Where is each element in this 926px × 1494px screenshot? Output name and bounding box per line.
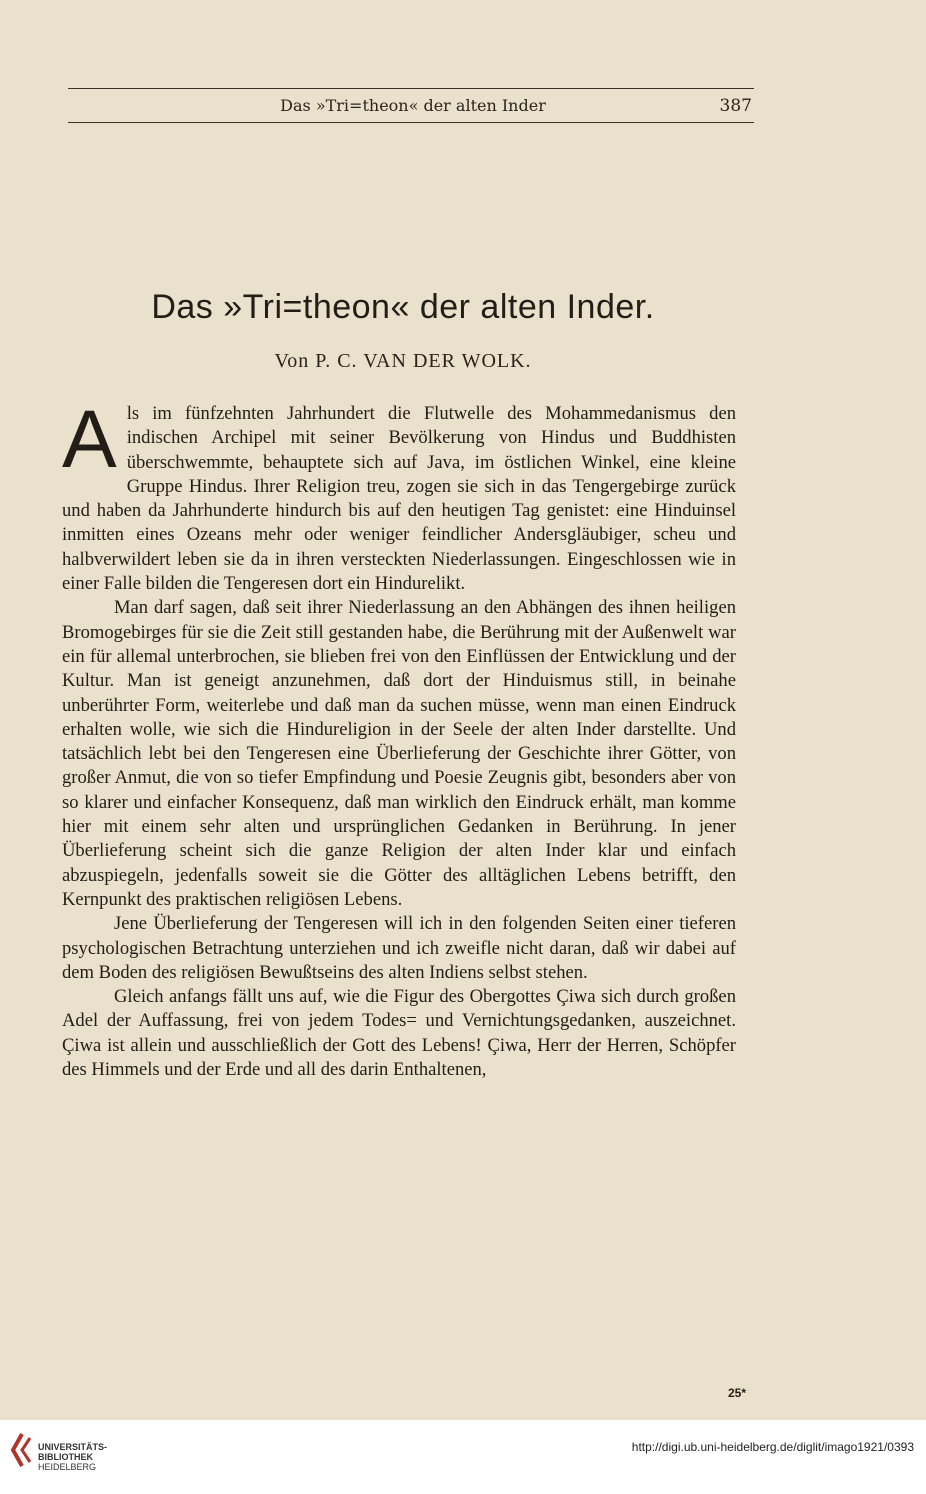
library-name-line-1: UNIVERSITÄTS- (38, 1442, 108, 1452)
page-number: 387 (719, 96, 752, 116)
paragraph-1 (62, 394, 736, 596)
signature-mark: 25* (727, 1386, 746, 1400)
library-name-line-2: BIBLIOTHEK (38, 1452, 93, 1462)
paragraph-4: Gleich anfangs fällt uns auf, wie die Figur des Obergottes Çiwa sich durch großen Adel der Auffassung, frei von jedem Todes= und Vernichtungsgedanken, auszeichnet. Çiwa ist allein und ausschließlich der Gott des Lebens! Çiwa, Herr der Herren, Schöpfer des Himmels und der Erde und all des darin Enthaltenen, (62, 986, 736, 1081)
library-logo-icon (10, 1430, 34, 1470)
footer-bar (0, 1420, 926, 1494)
header-top-rule (68, 88, 754, 89)
running-head (70, 96, 756, 120)
header-bottom-rule (68, 122, 754, 123)
article-byline: Von P. C. VAN DER WOLK. (274, 350, 532, 372)
source-url-link[interactable]: http://digi.ub.uni-heidelberg.de/diglit/imago1921/0393 (631, 1440, 914, 1454)
paragraph-1-text: ls im fünfzehnten Jahrhundert die Flutwelle des Mohammedanismus den indischen Archipel mit seiner Bevölkerung von Hindus und Buddhisten überschwemmte, behauptete sich auf Java, im östlichen Winkel, eine kleine Gruppe Hindus. Ihrer Religion treu, zogen sie sich in das Tengergebirge zurück und haben da Jahrhunderte hindurch bis auf den heutigen Tag genistet: eine Hinduinsel inmitten eines Ozeans mehr oder weniger feindlicher Andersgläubiger, scheu und halbverwildert leben sie da in ihren versteckten Niederlassungen. Eingeschlossen wie in einer Falle bilden die Tengeresen dort ein Hindurelikt. (62, 403, 736, 595)
running-title: Das »Tri=theon« der alten Inder (280, 96, 546, 115)
library-name (38, 1442, 107, 1472)
article-body (62, 394, 736, 1082)
paragraph-2: Man darf sagen, daß seit ihrer Niederlassung an den Abhängen des ihnen heiligen Bromogebirges für sie die Zeit still gestanden habe, die Berührung mit der Außenwelt war ein für allemal unterbrochen, sie blieben frei von den Einflüssen der Entwicklung und der Kultur. Man ist geneigt anzunehmen, daß dort der Hinduismus still, in beinahe unberührter Form, weiterlebe und daß man da suchen müsse, wenn man einen Eindruck erhalten wolle, wie sich die Hindureligion in der Seele der alten Inder darstellte. Und tatsächlich lebt bei den Tengeresen eine Überlieferung der Geschichte ihrer Götter, von großer Anmut, die von so tiefer Empfindung und Poesie Zeugnis gibt, besonders aber von so klarer und einfacher Konsequenz, daß man wirklich den Eindruck erhält, man komme hier mit einem sehr alten und ursprünglichen Gedanken in Berührung. In jener Überlieferung scheint sich die ganze Religion der alten Inder klar und einfach abzuspiegeln, jedenfalls soweit sie die Götter des alltäglichen Lebens betrifft, den Kernpunkt des praktischen religiösen Lebens. (62, 597, 736, 910)
library-name-line-3: HEIDELBERG (38, 1462, 97, 1472)
drop-cap: A (62, 394, 117, 485)
article-title: Das »Tri=theon« der alten Inder. (151, 288, 655, 326)
paragraph-3: Jene Überlieferung der Tengeresen will ich in den folgenden Seiten einer tieferen psychologischen Betrachtung unterziehen und ich zweifle nicht daran, daß wir dabei auf dem Boden des religiösen Bewußtseins des alten Indiens selbst stehen. (62, 913, 736, 983)
